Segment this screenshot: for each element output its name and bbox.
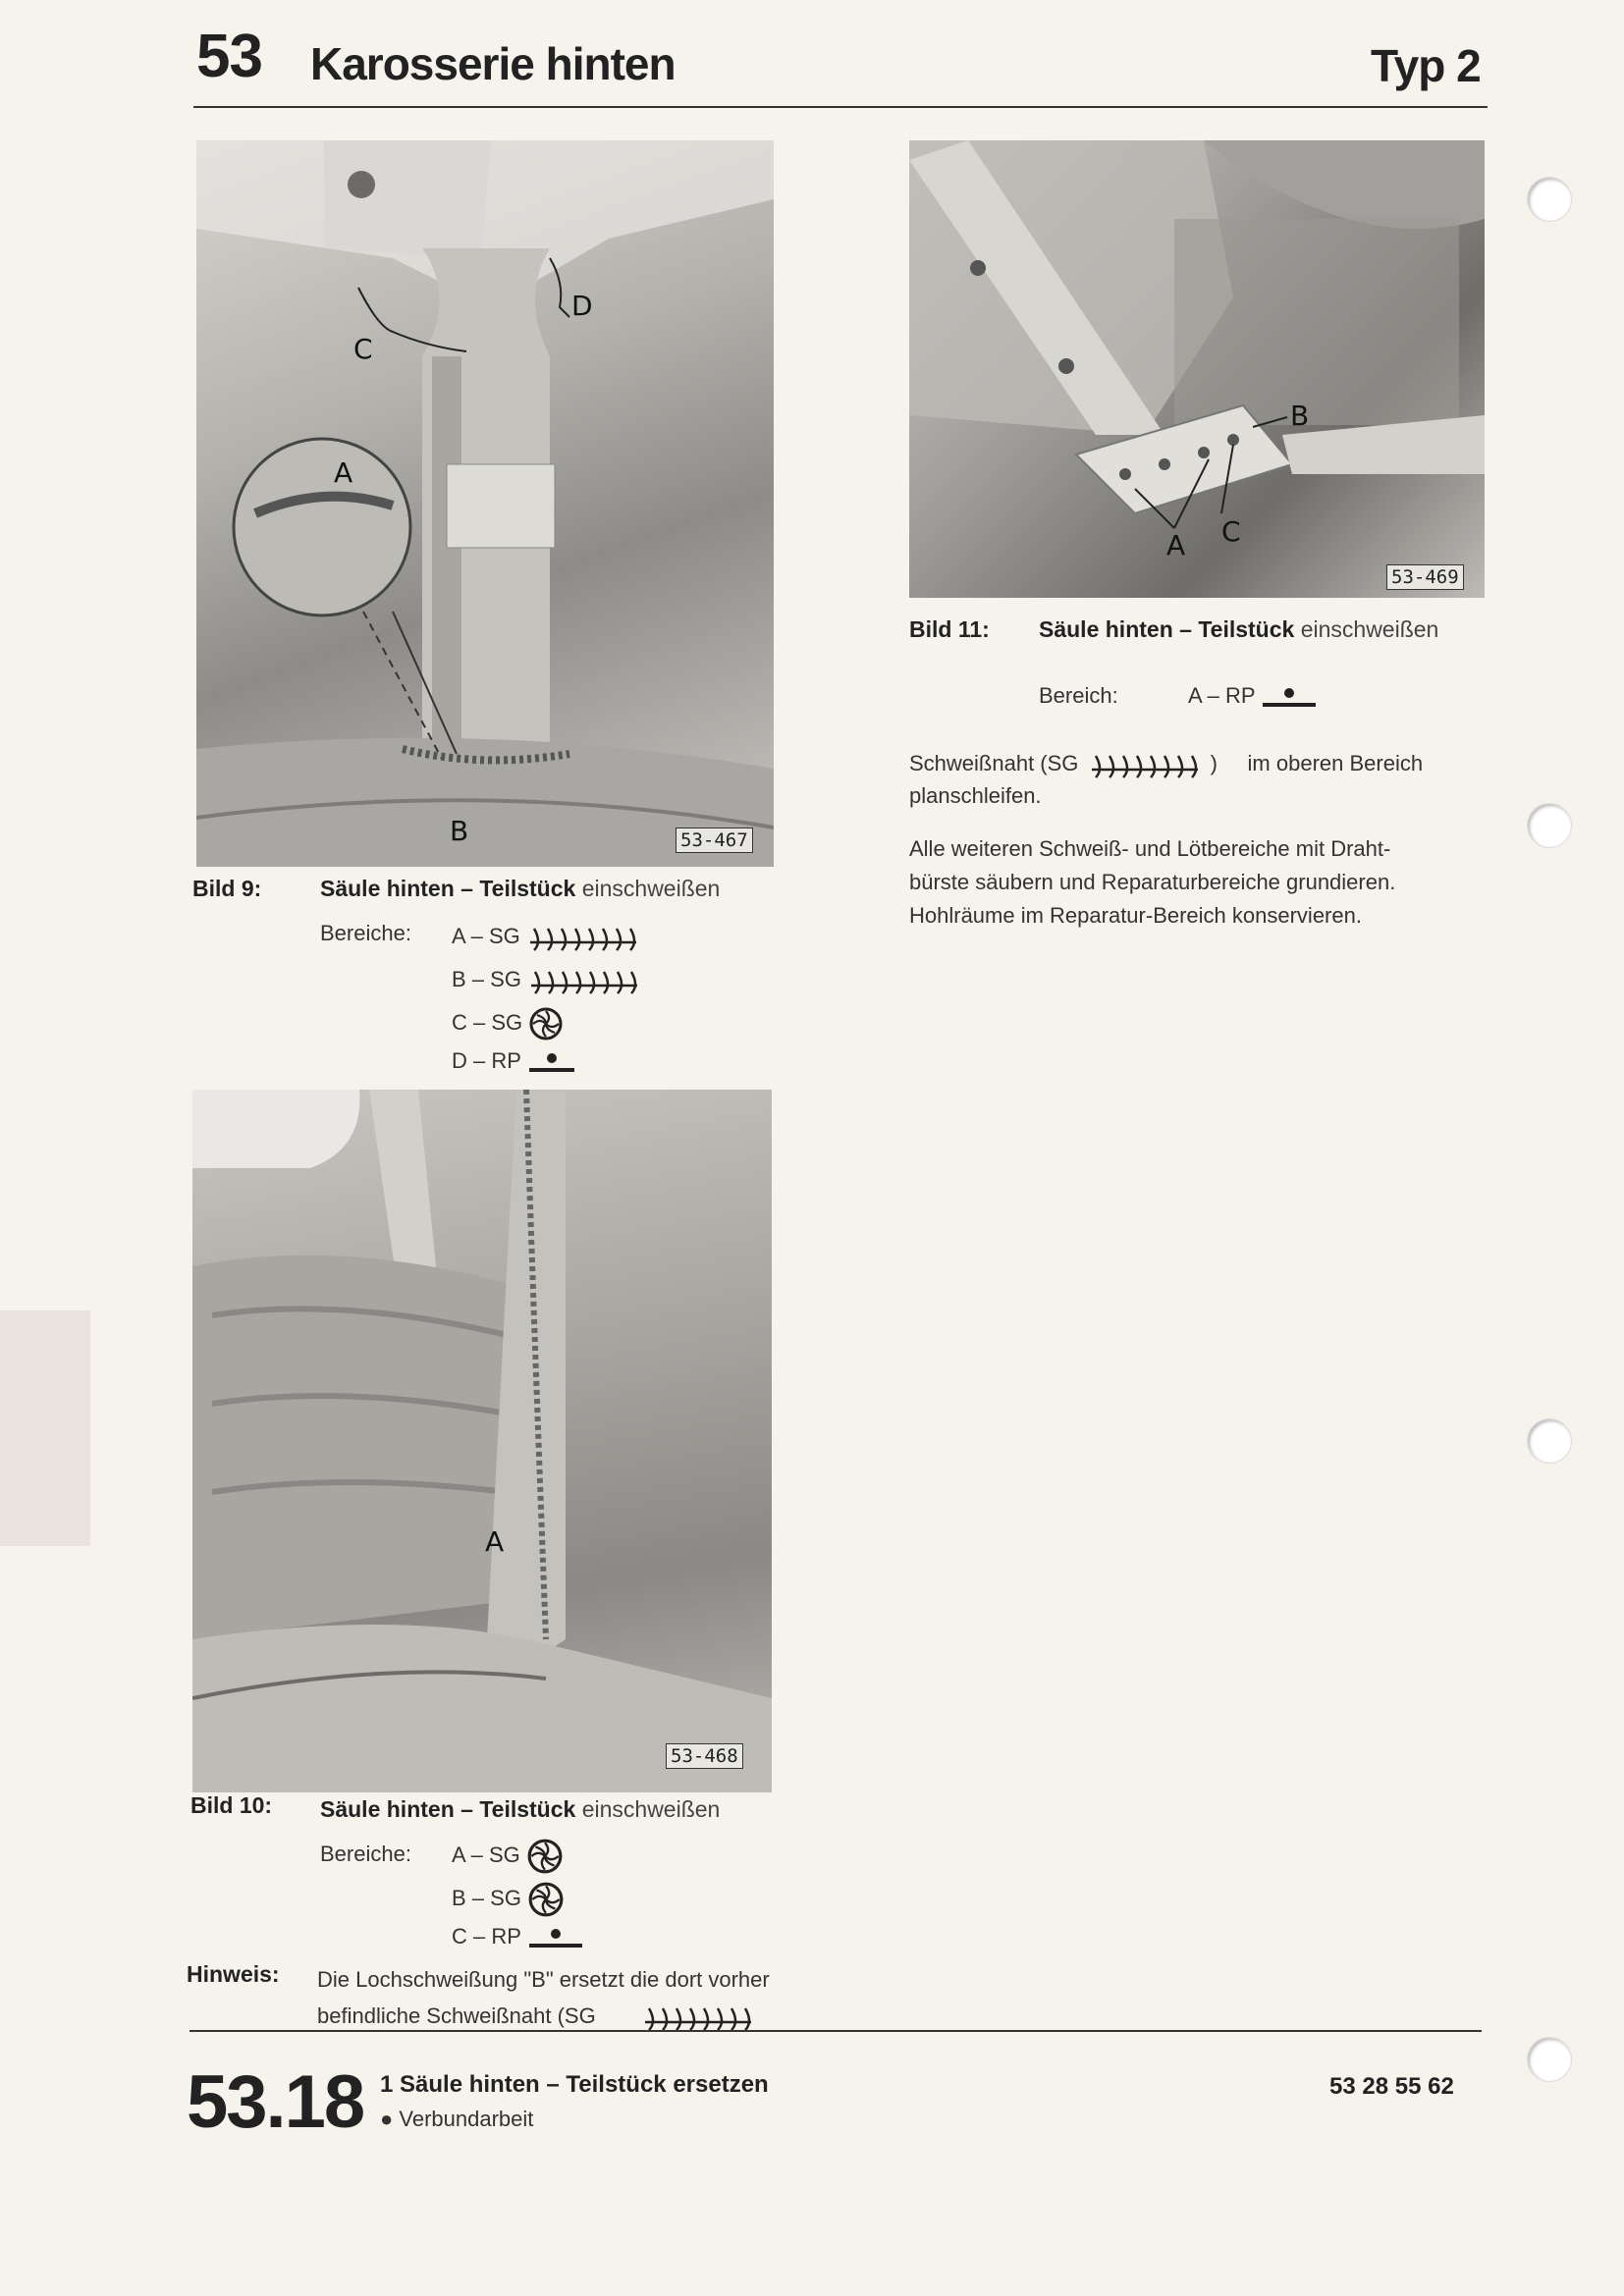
section-number: 53: [196, 23, 262, 90]
scan-shadow: [0, 1310, 90, 1546]
fig9-area-row: C – SG: [452, 1006, 564, 1041]
fig9-area-row: D – RP: [452, 1048, 576, 1076]
plug-weld-icon: [528, 1006, 564, 1041]
footer-rule: [189, 2030, 1482, 2032]
figure-9-photo: [196, 140, 774, 867]
fig11-area-method: RP: [1224, 683, 1256, 708]
spot-weld-icon: [527, 1048, 576, 1076]
fig10-area-row: B – SG: [452, 1881, 565, 1918]
fig10-area-code: B: [452, 1885, 466, 1910]
fig11-title-bold: Säule hinten – Teilstück: [1039, 616, 1295, 642]
cleaning-line: bürste säubern und Reparaturbereiche grundieren.: [909, 870, 1396, 894]
binder-hole: [1527, 1418, 1572, 1464]
fig9-callout-a: A: [334, 456, 353, 489]
fig9-callout-b: B: [450, 815, 469, 847]
hint-line1: Die Lochschweißung "B" ersetzt die dort vorher: [317, 1967, 770, 1992]
cleaning-line: Hohlräume im Reparatur-Bereich konservieren.: [909, 903, 1362, 928]
fig11-title: [1039, 616, 1438, 643]
fig9-area-code: A: [452, 923, 465, 948]
fig10-area-method: RP: [491, 1924, 521, 1949]
fig11-callout-a: A: [1166, 529, 1186, 561]
fig11-area-row: A – RP: [1188, 683, 1318, 711]
binder-hole: [1527, 177, 1572, 222]
fig10-callout-a: A: [485, 1525, 505, 1558]
fig11-callout-b: B: [1290, 400, 1310, 432]
fig10-title-bold: Säule hinten – Teilstück: [320, 1796, 576, 1822]
fig9-areas-label: Bereiche:: [320, 921, 411, 945]
header-rule: [193, 106, 1488, 108]
weld-seam-note: [909, 748, 1498, 781]
fig9-callout-c: C: [353, 333, 373, 365]
fig9-title: [320, 876, 720, 902]
fig10-area-code: C: [452, 1924, 467, 1949]
fig9-area-row: A – SG: [452, 921, 640, 954]
fig9-area-method: SG: [488, 923, 520, 948]
fig11-callout-c: C: [1221, 515, 1241, 548]
fig9-area-code: C: [452, 1009, 467, 1035]
fig10-area-method: SG: [490, 1885, 521, 1910]
fig10-area-method: SG: [488, 1842, 520, 1867]
fig10-title: [320, 1796, 720, 1823]
fig9-label: Bild 9:: [192, 876, 262, 901]
fig10-area-code: A: [452, 1842, 465, 1867]
seam-icon: [1085, 748, 1205, 781]
fig10-area-row: C – RP: [452, 1924, 584, 1951]
fig9-area-code: B: [452, 966, 466, 991]
fig11-area-label: Bereich:: [1039, 683, 1118, 708]
footer-title: 1 Säule hinten – Teilstück ersetzen: [380, 2071, 769, 2098]
hint-label: Hinweis:: [187, 1961, 280, 1987]
fig10-areas-label: Bereiche:: [320, 1842, 411, 1866]
fig11-photo-number: 53-469: [1386, 564, 1464, 590]
page-title: Karosserie hinten: [310, 38, 676, 89]
fig10-area-row: A – SG: [452, 1838, 564, 1875]
weld-seam-prefix: Schweißnaht (SG: [909, 750, 1079, 775]
fig9-photo-number: 53-467: [676, 828, 753, 853]
fig10-title-light: einschweißen: [581, 1796, 721, 1822]
footer-subtitle: ● Verbundarbeit: [380, 2107, 534, 2131]
fig11-area-code: A: [1188, 683, 1202, 708]
fig11-title-light: einschweißen: [1300, 616, 1439, 642]
fig10-photo-number: 53-468: [666, 1743, 743, 1769]
fig9-area-method: RP: [491, 1048, 521, 1073]
seam-icon: [526, 921, 640, 954]
vehicle-type: Typ 2: [1371, 40, 1481, 91]
document-code: 53 28 55 62: [1329, 2073, 1454, 2100]
seam-icon: [527, 964, 641, 997]
hint-line2: befindliche Schweißnaht (SG: [317, 2002, 596, 2028]
fig9-area-code: D: [452, 1048, 467, 1073]
figure-11-photo: [909, 140, 1485, 598]
spot-weld-icon: [1261, 683, 1318, 711]
fig9-callout-d: D: [571, 290, 593, 322]
fig9-area-method: SG: [491, 1009, 523, 1035]
fig9-area-row: B – SG: [452, 964, 641, 997]
page-number: 53.18: [187, 2060, 364, 2144]
fig9-title-bold: Säule hinten – Teilstück: [320, 876, 576, 901]
binder-hole: [1527, 2037, 1572, 2082]
hint-line2-row: [317, 2001, 758, 2034]
binder-hole: [1527, 803, 1572, 848]
seam-icon: [638, 2001, 758, 2034]
fig9-area-method: SG: [490, 966, 521, 991]
spot-weld-icon: [527, 1924, 584, 1951]
fig11-label: Bild 11:: [909, 616, 990, 642]
weld-seam-rest: im oberen Bereich: [1247, 750, 1424, 775]
fig9-title-light: einschweißen: [581, 876, 721, 901]
weld-seam-line2: planschleifen.: [909, 783, 1042, 808]
cleaning-line: Alle weiteren Schweiß- und Lötbereiche mit Draht-: [909, 836, 1391, 861]
plug-weld-icon: [526, 1838, 564, 1875]
plug-weld-icon: [527, 1881, 565, 1918]
fig10-label: Bild 10:: [190, 1792, 273, 1818]
figure-10-photo: [192, 1090, 772, 1792]
weld-seam-suffix: ): [1210, 750, 1218, 775]
